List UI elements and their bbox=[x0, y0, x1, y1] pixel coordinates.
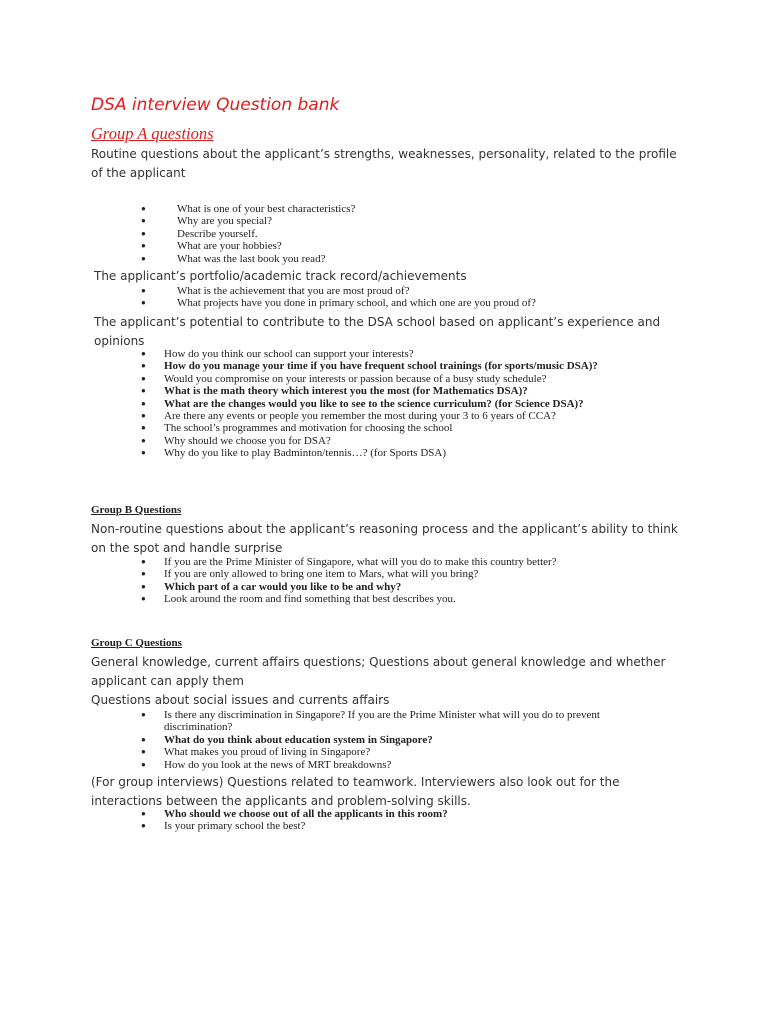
group-b-list bbox=[0, 556, 664, 606]
list-item: ● Is there any discrimination in Singapore? If you are the Prime Minister what will you do to prevent discrimination? bbox=[141, 709, 600, 734]
group-a-intro: Routine questions about the applicant’s strengths, weaknesses, personality, related to the profile of the applicant bbox=[91, 147, 677, 180]
teamwork-text: (For group interviews) Questions related to teamwork. Interviewers also look out for the interactions between the applicants and problem-solving skills. bbox=[91, 775, 620, 808]
group-c-list-1 bbox=[0, 709, 664, 771]
list-item: ● How do you manage your time if you have frequent school trainings (for sports/music DSA)? bbox=[141, 360, 598, 373]
group-a-list-1 bbox=[0, 203, 677, 265]
list-item: ● Why should we choose you for DSA? bbox=[141, 434, 331, 447]
group-c-list-2 bbox=[0, 808, 664, 833]
group-c-heading: Group C Questions bbox=[91, 637, 182, 649]
social-issues-text: Questions about social issues and currents affairs bbox=[91, 693, 390, 707]
list-item: ● If you are the Prime Minister of Singapore, what will you do to make this country better? bbox=[141, 556, 557, 568]
list-item: ● Look around the room and find something that best describes you. bbox=[141, 593, 456, 606]
list-item: ● Is your primary school the best? bbox=[141, 820, 306, 833]
list-item: ● What is the math theory which interest you the most (for Mathematics DSA)? bbox=[141, 385, 528, 398]
group-a-list-3 bbox=[0, 348, 664, 460]
list-item: ● What are the changes would you like to see to the science curriculum? (for Science DSA)? bbox=[141, 397, 584, 410]
group-b-heading: Group B Questions bbox=[91, 504, 182, 516]
list-item: ● Are there any events or people you remember the most during your 3 to 6 years of CCA? bbox=[141, 410, 556, 423]
list-item: ● The school’s programmes and motivation for choosing the school bbox=[141, 422, 453, 435]
document-title: DSA interview Question bank bbox=[91, 95, 340, 115]
portfolio-text: The applicant’s portfolio/academic track record/achievements bbox=[94, 269, 467, 283]
list-item: ● How do you look at the news of MRT breakdowns? bbox=[141, 758, 392, 771]
list-item: ● What are your hobbies? bbox=[141, 240, 282, 253]
group-b-intro: Non-routine questions about the applicant’s reasoning process and the applicant’s ability to think on the spot and handle surprise bbox=[91, 522, 678, 555]
list-item: ● What was the last book you read? bbox=[141, 252, 326, 265]
list-item: ● Would you compromise on your interests or passion because of a busy study schedule? bbox=[141, 372, 547, 385]
list-item: ● What is one of your best characteristics? bbox=[141, 203, 356, 215]
list-item: ● What do you think about education system in Singapore? bbox=[141, 733, 433, 746]
group-a-heading: Group A questions bbox=[91, 124, 214, 143]
list-item: ● What makes you proud of living in Singapore? bbox=[141, 746, 371, 759]
list-item: ● What projects have you done in primary school, and which one are you proud of? bbox=[141, 297, 536, 310]
potential-text: The applicant’s potential to contribute to the DSA school based on applicant’s experience and opinions bbox=[94, 315, 661, 348]
group-c-intro: General knowledge, current affairs questions; Questions about general knowledge and whether applicant can apply them bbox=[91, 655, 666, 688]
group-a-list-2 bbox=[0, 285, 677, 310]
list-item: ● Why are you special? bbox=[141, 215, 272, 228]
list-item: ● Who should we choose out of all the applicants in this room? bbox=[141, 808, 448, 820]
list-item: ● Describe yourself. bbox=[141, 227, 258, 240]
list-item: ● If you are only allowed to bring one item to Mars, what will you bring? bbox=[141, 568, 479, 581]
list-item: ● Why do you like to play Badminton/tennis…? (for Sports DSA) bbox=[141, 447, 446, 460]
list-item: ● What is the achievement that you are most proud of? bbox=[141, 285, 410, 297]
list-item: ● How do you think our school can support your interests? bbox=[141, 348, 414, 360]
list-item: ● Which part of a car would you like to be and why? bbox=[141, 580, 402, 593]
